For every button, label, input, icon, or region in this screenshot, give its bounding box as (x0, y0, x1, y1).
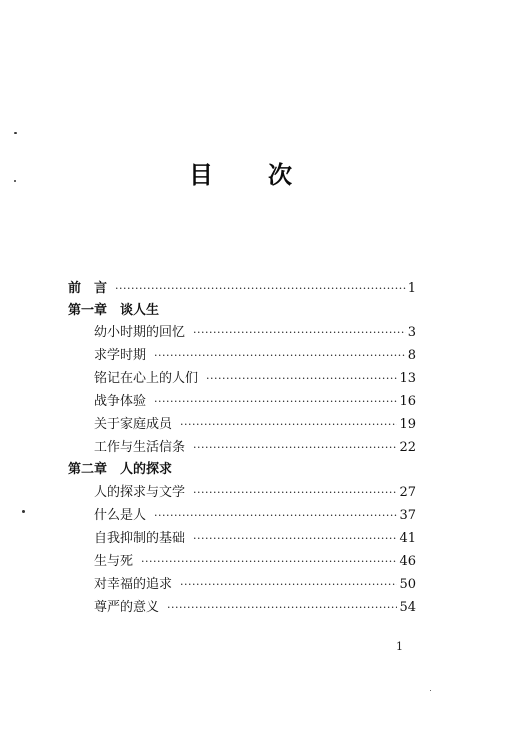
toc-chapter-heading[interactable] (68, 300, 416, 320)
page-number: 50 (399, 577, 416, 592)
toc-entry[interactable] (94, 505, 416, 525)
dot-leader (115, 282, 406, 298)
page-number: 46 (399, 554, 416, 569)
entry-label: 铭记在心上的人们 (94, 371, 199, 386)
toc-entry[interactable] (94, 345, 416, 365)
toc-entry[interactable] (94, 574, 416, 594)
entry-label: 战争体验 (94, 394, 147, 409)
toc-entry[interactable] (94, 322, 416, 342)
toc-heading (0, 160, 522, 196)
page-number: 1 (407, 281, 416, 296)
entry-label: 什么是人 (94, 508, 147, 523)
scan-speck (22, 510, 25, 513)
toc-entry[interactable] (94, 551, 416, 571)
toc-entry[interactable] (94, 597, 416, 617)
toc-entry[interactable] (94, 437, 416, 457)
dot-leader (206, 372, 397, 388)
entry-label: 幼小时期的回忆 (94, 325, 186, 340)
entry-label: 人的探求与文学 (94, 485, 186, 500)
toc-entry[interactable] (94, 528, 416, 548)
page-number: 37 (399, 508, 416, 523)
page-number: 54 (399, 600, 416, 615)
page-number: 8 (407, 348, 416, 363)
dot-leader (154, 395, 397, 411)
entry-label: 第一章 谈人生 (68, 303, 160, 318)
page-number: 19 (399, 417, 416, 432)
dot-leader (141, 555, 397, 571)
entry-label: 求学时期 (94, 348, 147, 363)
page-number: 41 (399, 531, 416, 546)
page-number: 13 (399, 371, 416, 386)
dot-leader (154, 349, 406, 365)
page-folio-number: 1 (396, 640, 403, 653)
toc-entry[interactable] (94, 414, 416, 434)
page-number: 16 (399, 394, 416, 409)
toc-entry[interactable] (94, 368, 416, 388)
dot-leader (180, 418, 397, 434)
dot-leader (193, 441, 397, 457)
toc-chapter-heading[interactable] (68, 459, 416, 479)
toc-entry[interactable] (94, 482, 416, 502)
toc-entry[interactable] (68, 278, 416, 298)
entry-label: 前 言 (68, 281, 108, 296)
entry-label: 对幸福的追求 (94, 577, 173, 592)
dot-leader (193, 326, 406, 342)
entry-label: 关于家庭成员 (94, 417, 173, 432)
scan-speck (430, 690, 431, 691)
dot-leader (180, 578, 397, 594)
entry-label: 第二章 人的探求 (68, 462, 173, 477)
entry-label: 尊严的意义 (94, 600, 160, 615)
dot-leader (193, 532, 397, 548)
page-number: 3 (407, 325, 416, 340)
heading-char: 次 (268, 161, 292, 189)
page-number: 27 (399, 485, 416, 500)
heading-char: 目 (189, 161, 213, 189)
page-number: 22 (399, 440, 416, 455)
scan-speck (14, 132, 17, 134)
dot-leader (193, 486, 397, 502)
dot-leader (167, 601, 397, 617)
entry-label: 生与死 (94, 554, 134, 569)
entry-label: 自我抑制的基础 (94, 531, 186, 546)
toc-entry[interactable] (94, 391, 416, 411)
entry-label: 工作与生活信条 (94, 440, 186, 455)
dot-leader (154, 509, 397, 525)
